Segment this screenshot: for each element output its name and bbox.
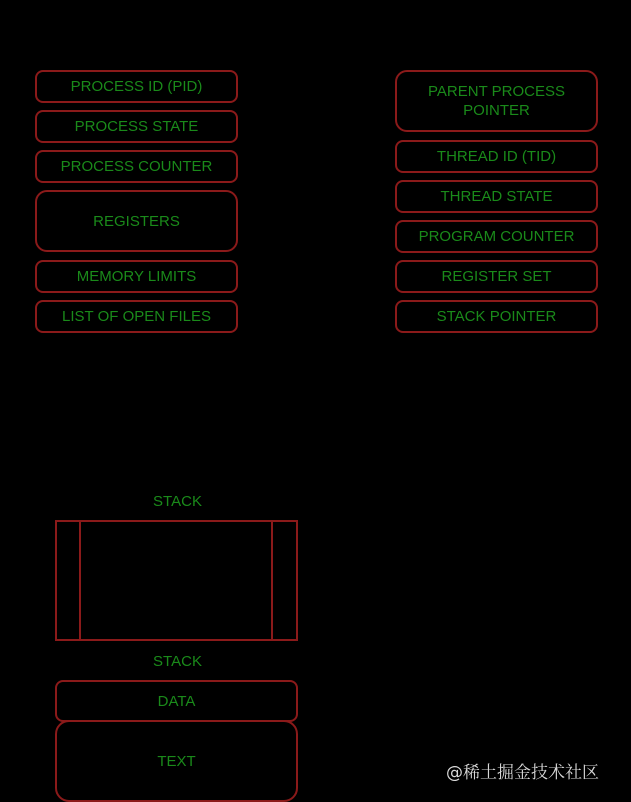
watermark-text: @稀土掘金技术社区	[446, 763, 599, 783]
process-counter-box	[35, 150, 238, 183]
frame-inner-left-divider	[79, 520, 81, 641]
frame-right-border	[296, 520, 298, 641]
data-segment-box	[55, 680, 298, 722]
text-segment-label: TEXT	[157, 752, 196, 770]
thread-state-box	[395, 180, 598, 213]
thread-id-label: THREAD ID (TID)	[436, 148, 557, 165]
parent-process-pointer-label: PARENT PROCESS POINTER	[428, 83, 565, 119]
thread-state-label: THREAD STATE	[440, 188, 553, 205]
stack-top-label: STACK	[153, 493, 202, 510]
thread-id-box	[395, 140, 598, 173]
registers-box	[35, 190, 238, 252]
process-state-box	[35, 110, 238, 143]
registers-label: REGISTERS	[93, 212, 180, 230]
open-files-label: LIST OF OPEN FILES	[62, 308, 211, 325]
frame-left-border	[55, 520, 57, 641]
stack-pointer-box	[395, 300, 598, 333]
program-counter-label: PROGRAM COUNTER	[418, 228, 575, 245]
stack-pointer-label: STACK POINTER	[436, 308, 557, 325]
register-set-box	[395, 260, 598, 293]
process-id-label: PROCESS ID (PID)	[70, 78, 203, 95]
text-segment-box	[55, 720, 298, 802]
memory-limits-box	[35, 260, 238, 293]
memory-limits-label: MEMORY LIMITS	[76, 268, 197, 285]
process-id-box	[35, 70, 238, 103]
frame-top-border	[55, 520, 298, 522]
program-counter-box	[395, 220, 598, 253]
process-counter-label: PROCESS COUNTER	[60, 158, 213, 175]
register-set-label: REGISTER SET	[441, 268, 552, 285]
process-state-label: PROCESS STATE	[74, 118, 199, 135]
data-segment-label: DATA	[157, 692, 196, 710]
stack-bottom-label: STACK	[153, 653, 202, 670]
parent-process-pointer-box	[395, 70, 598, 132]
frame-inner-right-divider	[271, 520, 273, 641]
frame-bottom-border	[55, 639, 298, 641]
open-files-box	[35, 300, 238, 333]
